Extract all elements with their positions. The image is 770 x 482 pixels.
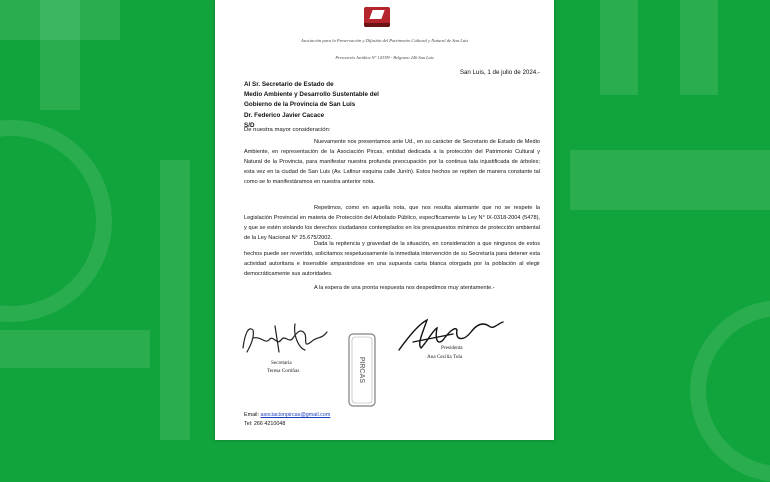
signature-role: Presidenta (441, 345, 463, 351)
phone-number: 266 4210048 (253, 421, 286, 427)
letter-date: San Luis, 1 de julio de 2024.- (459, 69, 540, 76)
background-stripe (680, 0, 718, 95)
addressee-block (244, 80, 379, 131)
body-paragraph: Dada la repitencia y gravedad de la situación, en consideración a que ningunos de estos hechos puede ser revertido, solicitamos respetuosamente la inmediata intervención de su Secretaría para detener esta actividad autoritaria e insensible amparándose en una supuesta carta blanca otorgada por la población al elegir democráticamente sus autoridades. (244, 241, 540, 277)
background-stripe (0, 330, 150, 368)
email-label: Email: (244, 412, 259, 418)
background-arc (0, 120, 112, 322)
letterhead-org-name: Asociación para la Preservación y Difusión del Patrimonio Cultural y Natural de San Luis (300, 38, 469, 43)
letter-page (215, 0, 554, 440)
addressee-line: S/D (244, 121, 255, 129)
background-stripe (570, 150, 770, 210)
body-paragraph: Nuevamente nos presentamos ante Ud., en su carácter de Secretario de Estado de Medio Ambiente, en representación de la Asociación Pircas, entidad dedicada a la protección del Patrimonio Cultural y Natural de la Provincia, para manifestar nuestra profunda preocupación por la continua tala injustificada de árboles; esta vez en la ciudad de San Luis (Av. Lafinur esquina calle Junín). Estos hechos se repiten de manera constante tal como se lo manifestáramos en nuestra anterior nota. (244, 139, 540, 185)
closing-paragraph: A la espera de una pronta respuesta nos despedimos muy atentamente.- (314, 285, 495, 291)
signature-name: Ana Cecilia Tula (427, 354, 463, 360)
pircas-logo (364, 7, 390, 27)
background-stripe (40, 0, 80, 110)
background-stripe (600, 0, 638, 95)
contact-email (244, 412, 330, 418)
signature-secretary (235, 318, 335, 360)
stamp-text: PIRCAS (358, 356, 366, 384)
addressee-line: Al Sr. Secretario de Estado de (244, 81, 334, 88)
background-stripe (160, 160, 190, 440)
letterhead-legal-info: Personería Jurídica N° 143/99 - Belgrano 246 San Luis (335, 55, 434, 60)
addressee-line: Gobierno de la Provincia de San Luis (244, 101, 356, 109)
contact-phone (244, 421, 285, 427)
signature-name: Teresa Cortiñas (267, 368, 300, 374)
addressee-line: Dr. Federico Javier Cacace (244, 111, 325, 119)
signature-role: Secretaria (271, 360, 292, 366)
phone-label: Tel: (244, 421, 253, 427)
pircas-stamp (347, 332, 377, 408)
email-link[interactable]: asociacionpircas@gmail.com (260, 412, 331, 418)
signature-president (393, 312, 513, 358)
body-paragraph: Repetimos, como en aquella nota, que nos resulta alarmante que no se respete la Legislación Provincial en materia de Protección del Arbolado Público, específicamente la Ley N° IX-0318-2004 (5478), y que se estén violando los derechos ciudadanos contemplados en los presupuestos mínimos de protección ambiental de la Ley Nacional N° 25.675/2002. (244, 205, 540, 241)
salutation: De nuestra mayor consideración: (244, 127, 331, 133)
background-arc (690, 300, 770, 482)
addressee-line: Medio Ambiente y Desarrollo Sustentable del (244, 91, 379, 99)
